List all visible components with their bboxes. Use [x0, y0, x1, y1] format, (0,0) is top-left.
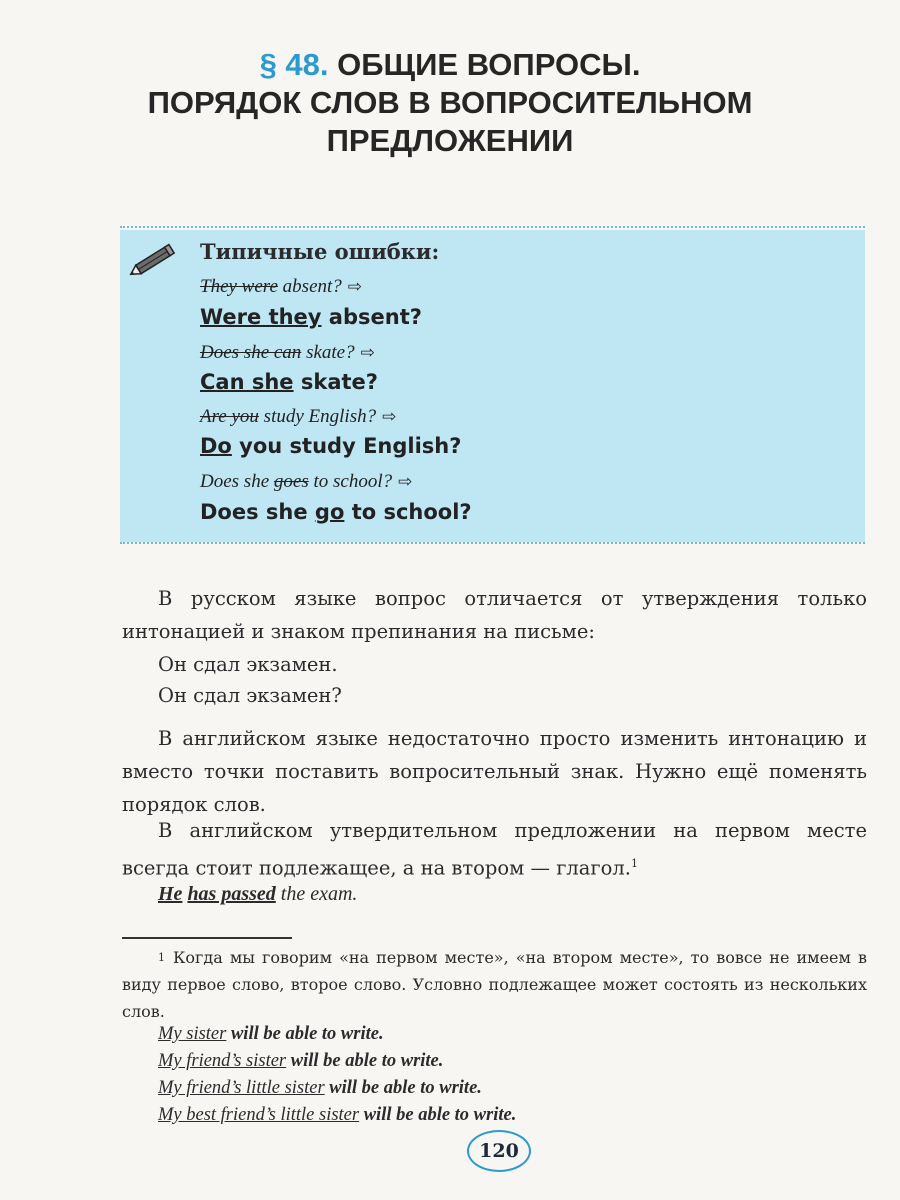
paragraph-3-text: В английском утвердительном предложении на первом месте всегда стоит подлежащее, а на втором — глагол.	[122, 819, 867, 880]
footnote-number: 1	[158, 951, 165, 964]
example-subject: My best friend’s little sister	[158, 1105, 360, 1125]
paragraph-3	[122, 814, 867, 885]
struck-text: Are you	[200, 406, 259, 427]
box-bottom-rule	[120, 542, 865, 544]
footnote-example	[158, 1105, 516, 1126]
footnote-text	[122, 944, 867, 1025]
correct-example-2	[200, 370, 378, 394]
underlined-text: go	[314, 500, 345, 524]
example-verb: has passed	[187, 883, 276, 905]
example-predicate: will be able to write.	[286, 1051, 444, 1071]
arrow-right-icon: ⇨	[347, 277, 363, 297]
wrong-text: absent?	[277, 276, 342, 297]
underlined-text: Do	[200, 434, 232, 458]
example-subject: My friend’s little sister	[158, 1078, 325, 1098]
footnote-ref: 1	[630, 857, 638, 870]
wrong-text: skate?	[301, 342, 355, 363]
wrong-example-2	[200, 342, 375, 364]
correct-text: skate?	[293, 370, 378, 394]
heading-line-1: ОБЩИЕ ВОПРОСЫ.	[337, 47, 641, 82]
footnote-example	[158, 1024, 384, 1045]
correct-example-4	[200, 500, 472, 524]
section-heading	[0, 46, 900, 160]
arrow-right-icon: ⇨	[360, 343, 375, 363]
heading-line-2: ПОРЯДОК СЛОВ В ВОПРОСИТЕЛЬНОМ	[147, 85, 753, 120]
correct-example-1	[200, 305, 422, 329]
wrong-example-4	[200, 471, 412, 493]
mistakes-title: Типичные ошибки:	[200, 239, 440, 264]
footnote-body: Когда мы говорим «на первом месте», «на втором месте», то вовсе не имеем в виду первое слово, второе слово. Условно подлежащее может состоять из нескольких слов.	[122, 948, 867, 1021]
footnote-rule	[122, 937, 292, 939]
underlined-text: Were they	[200, 305, 322, 329]
wrong-text: study English?	[258, 406, 377, 427]
russian-example-2: Он сдал экзамен?	[158, 684, 342, 707]
example-predicate: will be able to write.	[359, 1105, 517, 1125]
arrow-right-icon: ⇨	[398, 472, 413, 492]
correct-example-3	[200, 434, 461, 458]
pencil-icon	[126, 243, 178, 279]
russian-example-1: Он сдал экзамен.	[158, 653, 338, 676]
correct-text: Does she	[200, 500, 315, 524]
heading-line-3: ПРЕДЛОЖЕНИИ	[326, 123, 574, 158]
wrong-text: Does she	[200, 471, 274, 492]
correct-text: to school?	[344, 500, 472, 524]
struck-text: They were	[200, 276, 278, 297]
paragraph-2: В английском языке недостаточно просто изменить интонацию и вместо точки поставить вопросительный знак. Нужно ещё поменять порядок слов.	[122, 727, 867, 816]
example-subject: He	[158, 883, 183, 905]
example-rest: the exam.	[275, 883, 358, 905]
wrong-text: to school?	[308, 471, 393, 492]
correct-text: absent?	[321, 305, 422, 329]
example-predicate: will be able to write.	[324, 1078, 482, 1098]
section-number: § 48.	[259, 47, 329, 82]
page-number: 120	[467, 1130, 531, 1172]
wrong-example-1	[200, 276, 362, 298]
wrong-example-3	[200, 406, 396, 428]
struck-text: goes	[273, 471, 309, 492]
footnote-example	[158, 1051, 443, 1072]
example-predicate: will be able to write.	[226, 1024, 384, 1044]
correct-text: you study English?	[231, 434, 462, 458]
example-subject: My sister	[158, 1024, 227, 1044]
arrow-right-icon: ⇨	[382, 407, 397, 427]
underlined-text: Can she	[200, 370, 294, 394]
example-subject: My friend’s sister	[158, 1051, 287, 1071]
english-example	[158, 883, 357, 906]
paragraph-1: В русском языке вопрос отличается от утверждения только интонацией и знаком препинания на письме:	[122, 587, 867, 643]
footnote-example	[158, 1078, 482, 1099]
struck-text: Does she can	[200, 342, 302, 363]
box-top-rule	[120, 226, 865, 228]
